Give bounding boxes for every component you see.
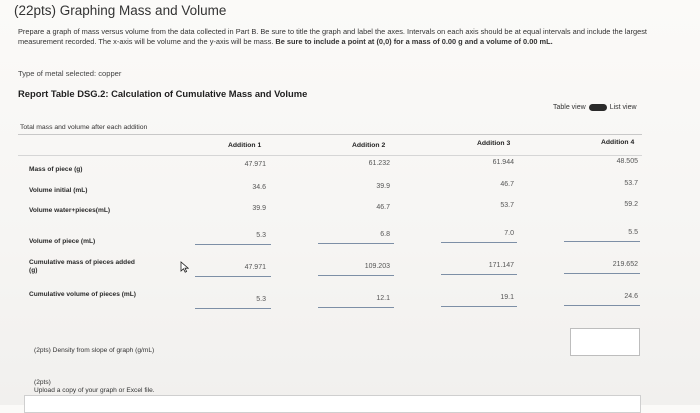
row-label-volume-piece: Volume of piece (mL) — [29, 238, 96, 245]
cell-volume-initial-addition-2: 39.9 — [376, 183, 390, 190]
cell-cumulative-volume-addition-3[interactable]: 19.1 — [500, 294, 514, 301]
instructions-emphasis: Be sure to include a point at (0,0) for a mass of 0.00 g and a volume of 0.00 mL. — [275, 36, 553, 46]
cell-cumulative-volume-addition-4[interactable]: 24.6 — [624, 293, 638, 300]
upload-points: (2pts) — [34, 379, 51, 386]
column-header-addition-4: Addition 4 — [601, 139, 635, 146]
cell-mass-addition-1: 47.971 — [244, 161, 266, 168]
row-label-cumulative-volume: Cumulative volume of pieces (mL) — [29, 291, 136, 298]
report-table-title: Report Table DSG.2: Calculation of Cumulative Mass and Volume — [18, 88, 308, 99]
column-header-addition-1: Addition 1 — [228, 142, 262, 149]
cell-mass-addition-4: 48.505 — [616, 158, 638, 165]
upload-label: Upload a copy of your graph or Excel file. — [34, 387, 155, 394]
cell-volume-initial-addition-3: 46.7 — [500, 181, 514, 188]
input-underline — [195, 276, 271, 277]
view-toggle[interactable] — [589, 104, 607, 111]
input-underline — [318, 307, 394, 308]
cell-volume-piece-addition-2[interactable]: 6.8 — [380, 231, 390, 238]
cell-volume-initial-addition-1: 34.6 — [252, 184, 266, 191]
upload-dropzone[interactable] — [24, 395, 641, 413]
instructions-text: Prepare a graph of mass versus volume from the data collected in Part B. Be sure to title the graph and label the axes. Intervals on each axis should be at equal intervals and include the largest measurement recorded. The x-axis will be volume and the y-axis will be mass. — [18, 27, 647, 46]
input-underline — [564, 305, 640, 306]
row-label-cumulative-mass: Cumulative mass of pieces added (g) — [29, 259, 135, 274]
cell-cumulative-volume-addition-1[interactable]: 5.3 — [256, 296, 266, 303]
input-underline — [318, 275, 394, 276]
table-view-link[interactable]: Table view — [553, 104, 586, 111]
cell-cumulative-volume-addition-2[interactable]: 12.1 — [376, 295, 390, 302]
cell-volume-water-addition-1: 39.9 — [252, 205, 266, 212]
density-input[interactable] — [570, 328, 640, 356]
cell-volume-water-addition-4: 59.2 — [624, 201, 638, 208]
page-title: (22pts) Graphing Mass and Volume — [14, 3, 227, 18]
input-underline — [195, 244, 271, 245]
column-header-addition-2: Addition 2 — [352, 142, 386, 149]
row-label-volume-initial: Volume initial (mL) — [29, 187, 88, 194]
instructions — [18, 27, 658, 46]
cell-volume-piece-addition-4[interactable]: 5.5 — [628, 229, 638, 236]
cell-volume-initial-addition-4: 53.7 — [624, 180, 638, 187]
input-underline — [441, 274, 517, 275]
input-underline — [441, 242, 517, 243]
row-label-volume-water-pieces: Volume water+pieces(mL) — [29, 207, 111, 214]
input-underline — [564, 241, 640, 242]
mouse-cursor-icon — [180, 261, 189, 273]
input-underline — [195, 308, 271, 309]
column-header-addition-3: Addition 3 — [477, 140, 511, 147]
input-underline — [318, 243, 394, 244]
table-caption: Total mass and volume after each addition — [20, 124, 148, 131]
cell-cumulative-mass-addition-1[interactable]: 47.971 — [244, 264, 266, 271]
metal-type-label: Type of metal selected: copper — [18, 69, 122, 78]
cell-cumulative-mass-addition-4[interactable]: 219.652 — [612, 261, 638, 268]
cell-cumulative-mass-addition-3[interactable]: 171.147 — [488, 262, 514, 269]
cell-mass-addition-2: 61.232 — [368, 160, 390, 167]
cell-volume-water-addition-2: 46.7 — [376, 204, 390, 211]
list-view-link[interactable]: List view — [609, 104, 637, 111]
input-underline — [564, 273, 640, 274]
cell-volume-piece-addition-3[interactable]: 7.0 — [504, 230, 514, 237]
row-label-mass: Mass of piece (g) — [29, 166, 83, 173]
cell-volume-water-addition-3: 53.7 — [500, 202, 514, 209]
cell-mass-addition-3: 61.944 — [492, 159, 514, 166]
input-underline — [441, 306, 517, 307]
header-divider — [18, 155, 642, 156]
cell-cumulative-mass-addition-2[interactable]: 109.203 — [364, 263, 390, 270]
cell-volume-piece-addition-1[interactable]: 5.3 — [256, 232, 266, 239]
density-label: (2pts) Density from slope of graph (g/mL) — [34, 347, 155, 354]
table-top-divider — [18, 134, 642, 135]
view-switch — [553, 104, 637, 111]
